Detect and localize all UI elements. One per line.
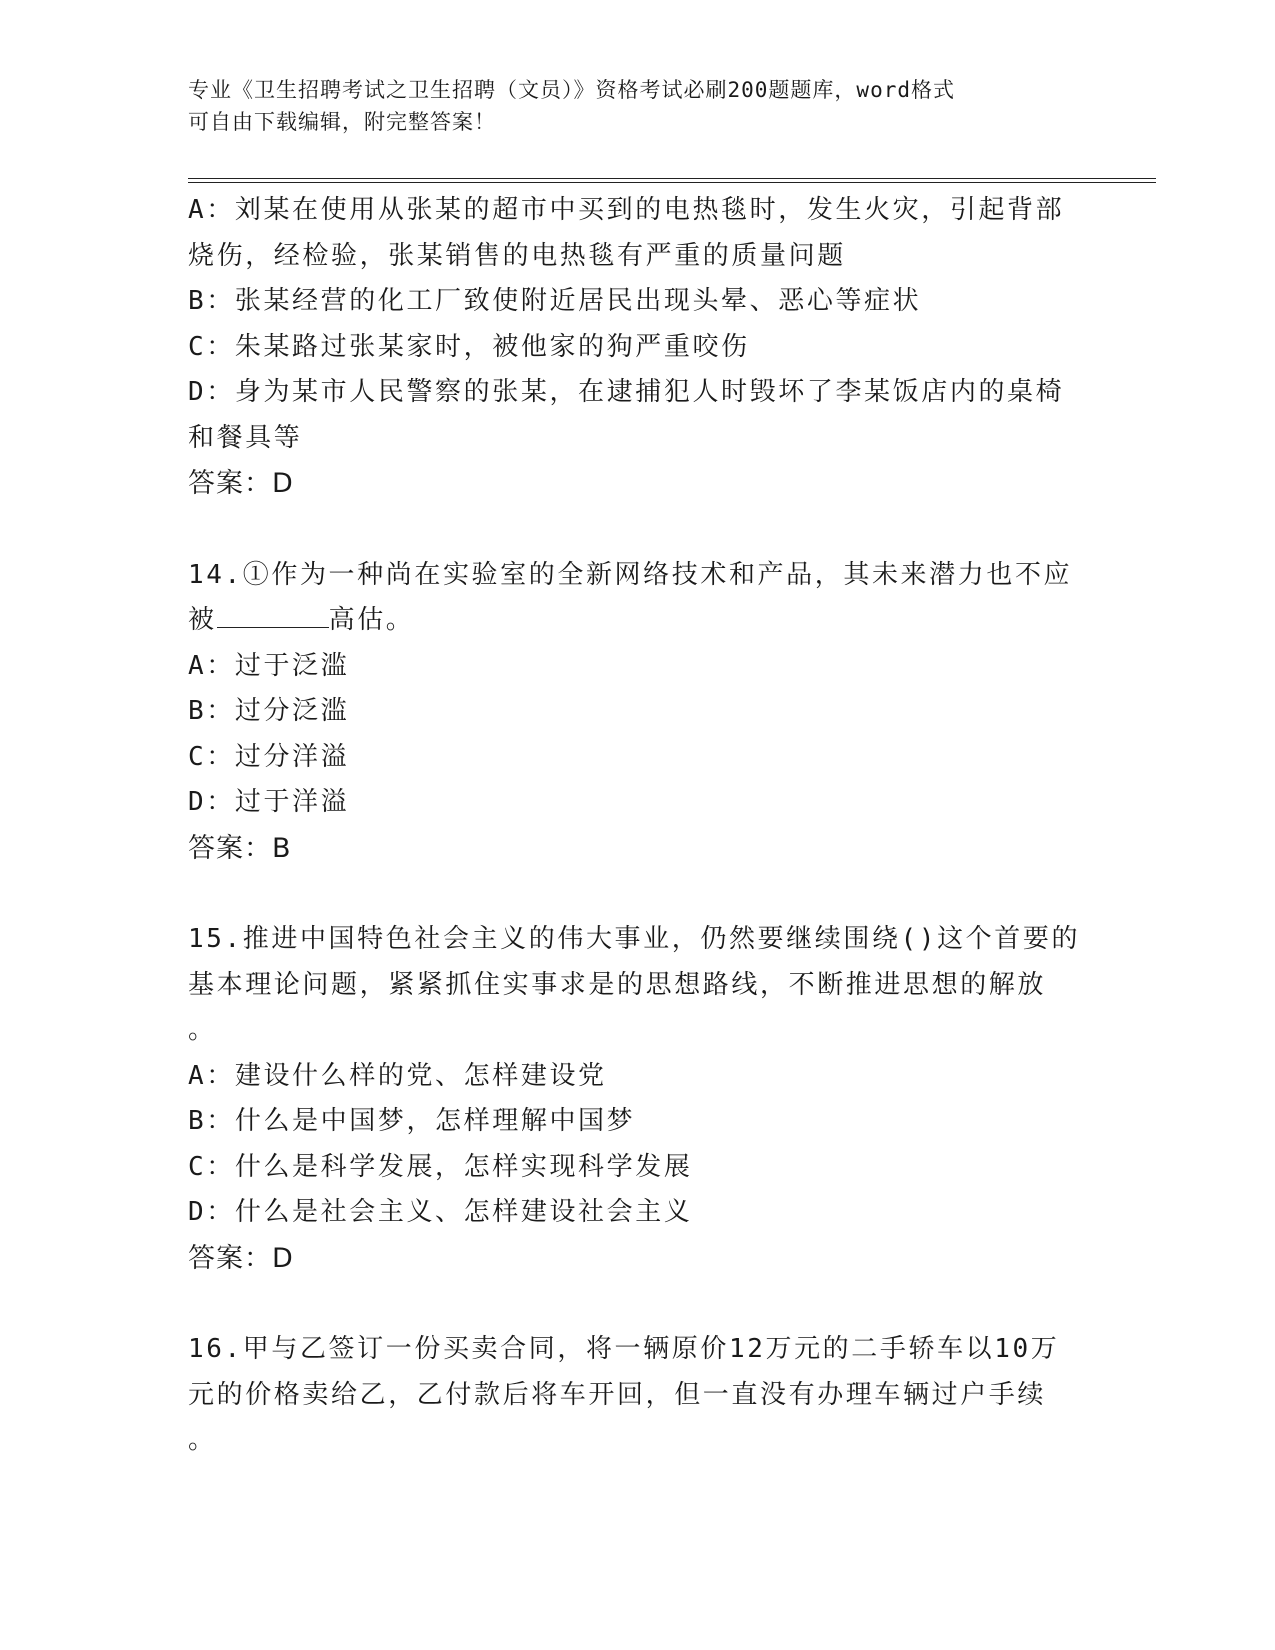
header-double-rule — [188, 178, 1156, 183]
option-d-line-1: D：身为某市人民警察的张某，在逮捕犯人时毁坏了李某饭店内的桌椅 — [188, 377, 1065, 407]
question-13-block — [188, 188, 1088, 507]
spacer — [188, 507, 1088, 553]
question-14-block — [188, 553, 1088, 872]
spacer — [188, 871, 1088, 917]
stem-text-before-blank: 被 — [188, 605, 217, 635]
question-stem-line-3: 。 — [188, 1425, 217, 1455]
option-d-line-2: 和餐具等 — [188, 422, 303, 453]
option-b: B：什么是中国梦，怎样理解中国梦 — [188, 1106, 636, 1136]
answer-label: 答案：D — [188, 468, 294, 499]
question-stem-line-1: 14.①作为一种尚在实验室的全新网络技术和产品，其未来潜力也不应 — [188, 559, 1073, 590]
answer-label: 答案：D — [188, 1242, 294, 1274]
option-a: A：建设什么样的党、怎样建设党 — [188, 1060, 607, 1091]
question-stem-line-2: 元的价格卖给乙，乙付款后将车开回，但一直没有办理车辆过户手续 — [188, 1379, 1047, 1410]
answer-label: 答案：B — [188, 832, 292, 864]
document-header — [188, 74, 1088, 138]
option-d: D：过于洋溢 — [188, 787, 350, 817]
option-c: C：朱某路过张某家时，被他家的狗严重咬伤 — [188, 331, 750, 362]
question-stem-line-2 — [188, 598, 1088, 644]
question-stem-line-1: 15.推进中国特色社会主义的伟大事业，仍然要继续围绕()这个首要的 — [188, 924, 1081, 954]
question-stem-line-2: 基本理论问题，紧紧抓住实事求是的思想路线，不断推进思想的解放 — [188, 969, 1047, 1000]
option-d: D：什么是社会主义、怎样建设社会主义 — [188, 1197, 693, 1227]
question-list — [188, 188, 1088, 1464]
option-c: C：什么是科学发展，怎样实现科学发展 — [188, 1151, 693, 1182]
stem-text-after-blank: 高估。 — [328, 605, 415, 635]
question-stem-line-3: 。 — [188, 1015, 217, 1045]
question-15-block — [188, 917, 1088, 1281]
option-a-line-2: 烧伤，经检验，张某销售的电热毯有严重的质量问题 — [188, 240, 846, 271]
header-title-line-2: 可自由下载编辑，附完整答案！ — [188, 110, 496, 134]
option-a: A：过于泛滥 — [188, 650, 350, 681]
fill-in-blank — [217, 605, 329, 628]
question-stem-line-1: 16.甲与乙签订一份买卖合同，将一辆原价12万元的二手轿车以10万 — [188, 1334, 1060, 1364]
header-title-line-1: 专业《卫生招聘考试之卫生招聘（文员）》资格考试必刷200题题库，word格式 — [188, 78, 955, 102]
question-16-block — [188, 1327, 1088, 1464]
option-b: B：张某经营的化工厂致使附近居民出现头晕、恶心等症状 — [188, 286, 922, 316]
option-a-line-1: A：刘某在使用从张某的超市中买到的电热毯时，发生火灾，引起背部 — [188, 195, 1065, 225]
option-c: C：过分洋溢 — [188, 741, 350, 772]
spacer — [188, 1281, 1088, 1327]
option-b: B：过分泛滥 — [188, 696, 350, 726]
